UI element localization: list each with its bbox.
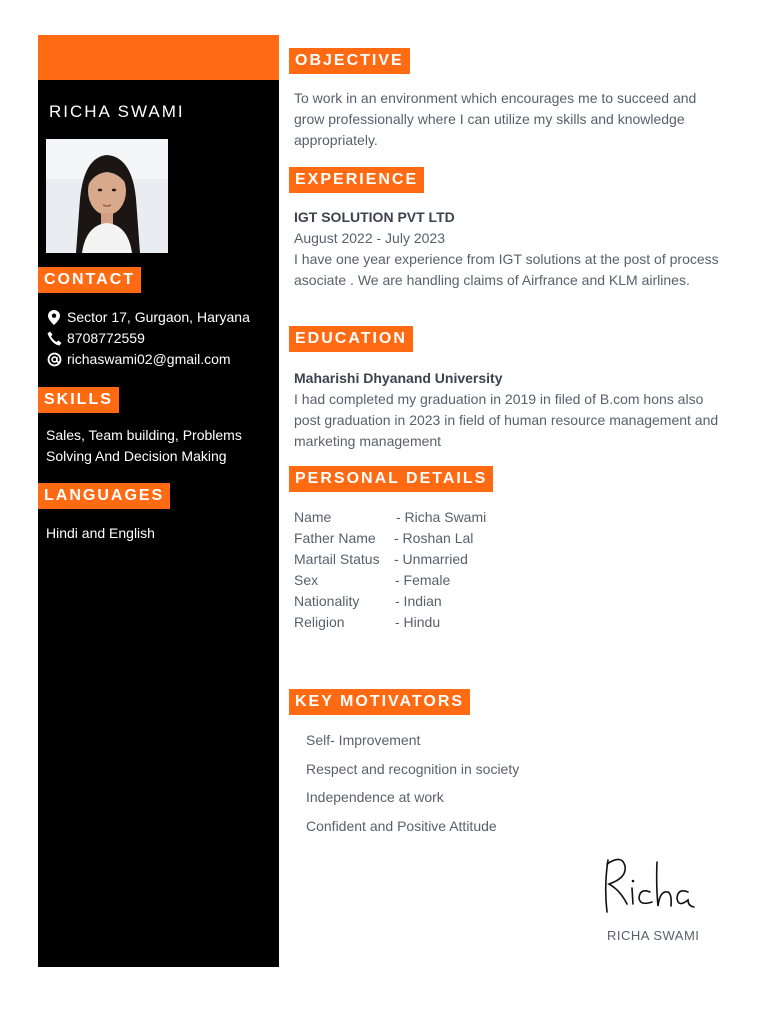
experience-description: I have one year experience from IGT solutions at the post of process asociate . We are handling claims of Airfrance and KLM airlines.	[294, 251, 719, 288]
personal-row	[294, 528, 724, 549]
contact-phone[interactable]: 8708772559	[67, 330, 145, 346]
personal-label: Name	[294, 509, 332, 525]
objective-text: To work in an environment which encourages me to succeed and grow professionally where I can utilize my skills and knowledge appropriately.	[294, 90, 697, 148]
personal-value: - Richa Swami	[396, 509, 487, 525]
personal-label: Nationality	[294, 593, 360, 609]
education-heading: EDUCATION	[289, 326, 413, 352]
objective-heading: OBJECTIVE	[289, 48, 410, 74]
education-institution: Maharishi Dhyanand University	[294, 370, 503, 386]
list-item: Self- Improvement	[306, 732, 421, 748]
personal-label: Martail Status	[294, 551, 380, 567]
experience-block	[294, 207, 724, 291]
education-description: I had completed my graduation in 2019 in filed of B.com hons also post graduation in 2023 in field of human resource management and marketing management	[294, 391, 719, 449]
experience-dates: August 2022 - July 2023	[294, 230, 445, 246]
key-motivators-heading: KEY MOTIVATORS	[289, 689, 470, 715]
personal-label: Sex	[294, 572, 319, 588]
personal-row	[294, 612, 724, 633]
personal-row	[294, 549, 724, 570]
personal-row	[294, 570, 724, 591]
experience-heading: EXPERIENCE	[289, 167, 424, 193]
experience-company: IGT SOLUTION PVT LTD	[294, 209, 455, 225]
personal-row	[294, 591, 724, 612]
personal-value: - Female	[395, 572, 451, 588]
skills-heading: SKILLS	[38, 387, 119, 413]
list-item: Respect and recognition in society	[306, 760, 520, 777]
list-item: Independence at work	[306, 789, 444, 806]
personal-value: - Unmarried	[394, 551, 468, 567]
personal-value: - Roshan Lal	[394, 530, 474, 546]
personal-row	[294, 507, 724, 528]
languages-text: Hindi and English	[46, 525, 155, 541]
key-motivators-list	[306, 730, 519, 844]
list-item: Confident and Positive Attitude	[306, 817, 497, 834]
personal-value: - Hindu	[395, 614, 441, 630]
contact-email[interactable]: richaswami02@gmail.com	[67, 351, 231, 367]
languages-heading: LANGUAGES	[38, 483, 170, 509]
personal-details-heading: PERSONAL DETAILS	[289, 466, 493, 492]
candidate-name: RICHA SWAMI	[49, 102, 185, 121]
signature-drawing	[600, 850, 710, 922]
personal-value: - Indian	[395, 593, 442, 609]
personal-details-table	[294, 507, 724, 633]
contact-address: Sector 17, Gurgaon, Haryana	[67, 309, 250, 325]
contact-heading: CONTACT	[38, 267, 141, 293]
education-block	[294, 368, 724, 452]
skills-text: Sales, Team building, Problems Solving And Decision Making	[46, 427, 242, 464]
signature-name: RICHA SWAMI	[607, 928, 700, 943]
signature	[600, 850, 710, 927]
personal-label: Religion	[294, 614, 345, 630]
personal-label: Father Name	[294, 530, 376, 546]
